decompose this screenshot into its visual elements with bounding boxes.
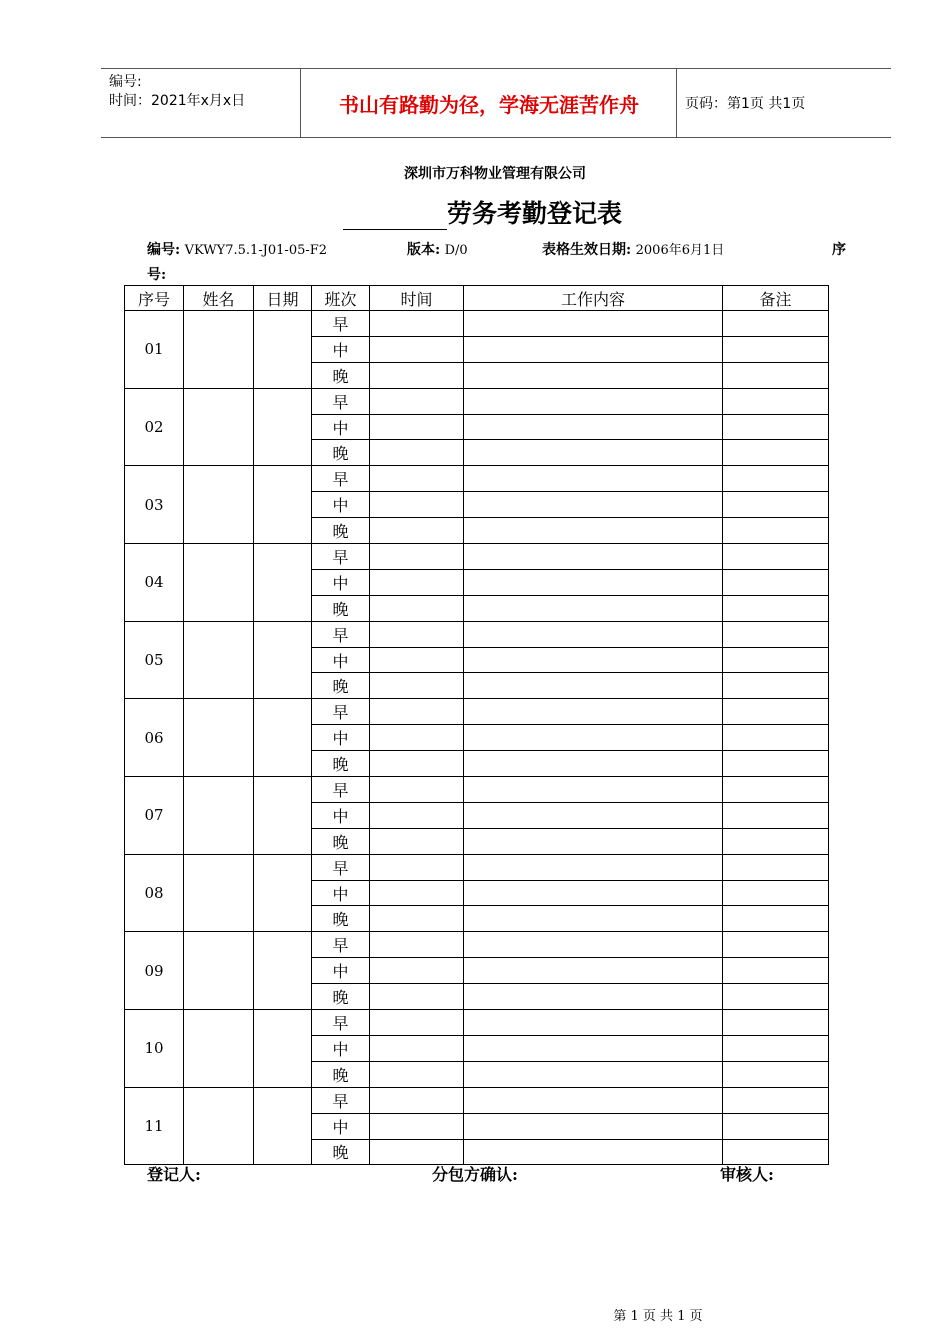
header-time-label: 时间：2021年x月x日 xyxy=(109,93,246,109)
remark-cell[interactable] xyxy=(723,440,829,466)
shift-label: 中 xyxy=(312,1035,370,1061)
name-cell[interactable] xyxy=(184,1087,254,1165)
remark-cell[interactable] xyxy=(723,595,829,621)
col-header-shift: 班次 xyxy=(312,286,370,311)
shift-label: 中 xyxy=(312,725,370,751)
time-cell[interactable] xyxy=(370,492,464,518)
remark-cell[interactable] xyxy=(723,466,829,492)
table-row xyxy=(125,932,829,958)
date-cell[interactable] xyxy=(254,699,312,777)
work-content-cell[interactable] xyxy=(464,362,723,388)
time-cell[interactable] xyxy=(370,1010,464,1036)
name-cell[interactable] xyxy=(184,932,254,1010)
shift-label: 晚 xyxy=(312,906,370,932)
date-cell[interactable] xyxy=(254,311,312,389)
table-row xyxy=(125,1087,829,1113)
time-cell[interactable] xyxy=(370,1113,464,1139)
time-cell[interactable] xyxy=(370,388,464,414)
shift-label: 早 xyxy=(312,854,370,880)
work-content-cell[interactable] xyxy=(464,932,723,958)
shift-label: 晚 xyxy=(312,828,370,854)
shift-label: 晚 xyxy=(312,673,370,699)
name-cell[interactable] xyxy=(184,544,254,622)
work-content-cell[interactable] xyxy=(464,544,723,570)
table-row xyxy=(125,777,829,803)
work-content-cell[interactable] xyxy=(464,492,723,518)
date-cell[interactable] xyxy=(254,544,312,622)
shift-label: 早 xyxy=(312,932,370,958)
time-cell[interactable] xyxy=(370,880,464,906)
company-name: 深圳市万科物业管理有限公司 xyxy=(404,166,586,182)
work-content-cell[interactable] xyxy=(464,880,723,906)
remark-cell[interactable] xyxy=(723,621,829,647)
col-header-work: 工作内容 xyxy=(464,286,723,311)
shift-label: 中 xyxy=(312,492,370,518)
remark-cell[interactable] xyxy=(723,336,829,362)
time-cell[interactable] xyxy=(370,777,464,803)
row-index: 10 xyxy=(125,1010,184,1088)
date-cell[interactable] xyxy=(254,1087,312,1165)
row-index: 08 xyxy=(125,854,184,932)
col-header-index: 序号 xyxy=(125,286,184,311)
time-cell[interactable] xyxy=(370,802,464,828)
remark-cell[interactable] xyxy=(723,1061,829,1087)
work-content-cell[interactable] xyxy=(464,906,723,932)
meta-version-label: 版本: xyxy=(407,242,441,258)
work-content-cell[interactable] xyxy=(464,518,723,544)
title-blank-line xyxy=(343,204,447,230)
time-cell[interactable] xyxy=(370,466,464,492)
meta-version xyxy=(407,239,468,259)
remark-cell[interactable] xyxy=(723,828,829,854)
work-content-cell[interactable] xyxy=(464,466,723,492)
name-cell[interactable] xyxy=(184,311,254,389)
col-header-name: 姓名 xyxy=(184,286,254,311)
row-index: 01 xyxy=(125,311,184,389)
work-content-cell[interactable] xyxy=(464,1139,723,1165)
meta-effective-label: 表格生效日期: xyxy=(542,242,632,258)
col-header-time: 时间 xyxy=(370,286,464,311)
shift-label: 晚 xyxy=(312,362,370,388)
remark-cell[interactable] xyxy=(723,1035,829,1061)
work-content-cell[interactable] xyxy=(464,1061,723,1087)
work-content-cell[interactable] xyxy=(464,725,723,751)
meta-effective xyxy=(542,239,724,259)
work-content-cell[interactable] xyxy=(464,673,723,699)
remark-cell[interactable] xyxy=(723,932,829,958)
attendance-table xyxy=(124,285,829,1165)
time-cell[interactable] xyxy=(370,440,464,466)
time-cell[interactable] xyxy=(370,725,464,751)
form-title-wrap xyxy=(343,194,622,230)
shift-label: 晚 xyxy=(312,984,370,1010)
time-cell[interactable] xyxy=(370,414,464,440)
time-cell[interactable] xyxy=(370,311,464,337)
time-cell[interactable] xyxy=(370,1061,464,1087)
table-row xyxy=(125,854,829,880)
shift-label: 早 xyxy=(312,621,370,647)
col-header-date: 日期 xyxy=(254,286,312,311)
table-row xyxy=(125,544,829,570)
shift-label: 早 xyxy=(312,777,370,803)
remark-cell[interactable] xyxy=(723,388,829,414)
header-motto: 书山有路勤为径，学海无涯苦作舟 xyxy=(302,69,677,137)
row-index: 09 xyxy=(125,932,184,1010)
remark-cell[interactable] xyxy=(723,492,829,518)
remark-cell[interactable] xyxy=(723,311,829,337)
remark-cell[interactable] xyxy=(723,802,829,828)
row-index: 02 xyxy=(125,388,184,466)
row-index: 11 xyxy=(125,1087,184,1165)
time-cell[interactable] xyxy=(370,647,464,673)
shift-label: 早 xyxy=(312,388,370,414)
header-code-label: 编号: xyxy=(109,74,142,90)
time-cell[interactable] xyxy=(370,569,464,595)
name-cell[interactable] xyxy=(184,854,254,932)
work-content-cell[interactable] xyxy=(464,984,723,1010)
remark-cell[interactable] xyxy=(723,414,829,440)
shift-label: 早 xyxy=(312,466,370,492)
date-cell[interactable] xyxy=(254,932,312,1010)
work-content-cell[interactable] xyxy=(464,751,723,777)
footer-reviewer: 审核人: xyxy=(720,1165,774,1184)
date-cell[interactable] xyxy=(254,854,312,932)
work-content-cell[interactable] xyxy=(464,621,723,647)
work-content-cell[interactable] xyxy=(464,958,723,984)
remark-cell[interactable] xyxy=(723,906,829,932)
name-cell[interactable] xyxy=(184,777,254,855)
attendance-body xyxy=(125,311,829,1165)
remark-cell[interactable] xyxy=(723,362,829,388)
page-number: 第 1 页 共 1 页 xyxy=(613,1309,703,1324)
shift-label: 中 xyxy=(312,647,370,673)
work-content-cell[interactable] xyxy=(464,1010,723,1036)
remark-cell[interactable] xyxy=(723,984,829,1010)
row-index: 03 xyxy=(125,466,184,544)
time-cell[interactable] xyxy=(370,854,464,880)
shift-label: 晚 xyxy=(312,751,370,777)
work-content-cell[interactable] xyxy=(464,1113,723,1139)
col-header-remark: 备注 xyxy=(723,286,829,311)
time-cell[interactable] xyxy=(370,336,464,362)
form-title: 劳务考勤登记表 xyxy=(447,199,623,228)
meta-seq-2 xyxy=(147,264,166,284)
shift-label: 中 xyxy=(312,414,370,440)
shift-label: 晚 xyxy=(312,1139,370,1165)
footer-subcontractor: 分包方确认: xyxy=(432,1165,518,1184)
meta-code xyxy=(147,239,327,259)
shift-label: 晚 xyxy=(312,595,370,621)
name-cell[interactable] xyxy=(184,621,254,699)
remark-cell[interactable] xyxy=(723,673,829,699)
shift-label: 晚 xyxy=(312,440,370,466)
shift-label: 早 xyxy=(312,544,370,570)
table-row xyxy=(125,388,829,414)
meta-seq-label-2: 号: xyxy=(147,267,167,283)
row-index: 07 xyxy=(125,777,184,855)
remark-cell[interactable] xyxy=(723,699,829,725)
shift-label: 早 xyxy=(312,1087,370,1113)
time-cell[interactable] xyxy=(370,958,464,984)
remark-cell[interactable] xyxy=(723,725,829,751)
shift-label: 中 xyxy=(312,336,370,362)
remark-cell[interactable] xyxy=(723,880,829,906)
shift-label: 中 xyxy=(312,880,370,906)
remark-cell[interactable] xyxy=(723,751,829,777)
remark-cell[interactable] xyxy=(723,518,829,544)
meta-seq-1 xyxy=(832,239,846,259)
time-cell[interactable] xyxy=(370,595,464,621)
shift-label: 晚 xyxy=(312,1061,370,1087)
remark-cell[interactable] xyxy=(723,647,829,673)
date-cell[interactable] xyxy=(254,621,312,699)
remark-cell[interactable] xyxy=(723,1113,829,1139)
time-cell[interactable] xyxy=(370,544,464,570)
table-row xyxy=(125,621,829,647)
time-cell[interactable] xyxy=(370,1087,464,1113)
time-cell[interactable] xyxy=(370,751,464,777)
remark-cell[interactable] xyxy=(723,569,829,595)
remark-cell[interactable] xyxy=(723,777,829,803)
work-content-cell[interactable] xyxy=(464,802,723,828)
meta-version-value: D/0 xyxy=(444,243,468,258)
row-index: 06 xyxy=(125,699,184,777)
date-cell[interactable] xyxy=(254,777,312,855)
table-row xyxy=(125,699,829,725)
time-cell[interactable] xyxy=(370,1139,464,1165)
meta-seq-label-1: 序 xyxy=(832,242,846,258)
date-cell[interactable] xyxy=(254,466,312,544)
shift-label: 早 xyxy=(312,311,370,337)
shift-label: 早 xyxy=(312,699,370,725)
shift-label: 中 xyxy=(312,1113,370,1139)
work-content-cell[interactable] xyxy=(464,1035,723,1061)
shift-label: 中 xyxy=(312,802,370,828)
work-content-cell[interactable] xyxy=(464,388,723,414)
table-header-row xyxy=(125,286,829,311)
work-content-cell[interactable] xyxy=(464,777,723,803)
shift-label: 中 xyxy=(312,958,370,984)
shift-label: 中 xyxy=(312,569,370,595)
work-content-cell[interactable] xyxy=(464,440,723,466)
meta-code-label: 编号: xyxy=(147,242,181,258)
work-content-cell[interactable] xyxy=(464,336,723,362)
header-info-cell xyxy=(101,69,301,137)
work-content-cell[interactable] xyxy=(464,699,723,725)
shift-label: 晚 xyxy=(312,518,370,544)
document-header xyxy=(101,68,891,138)
name-cell[interactable] xyxy=(184,466,254,544)
date-cell[interactable] xyxy=(254,388,312,466)
time-cell[interactable] xyxy=(370,984,464,1010)
work-content-cell[interactable] xyxy=(464,828,723,854)
time-cell[interactable] xyxy=(370,828,464,854)
meta-effective-value: 2006年6月1日 xyxy=(635,243,725,258)
remark-cell[interactable] xyxy=(723,1087,829,1113)
name-cell[interactable] xyxy=(184,1010,254,1088)
table-row xyxy=(125,311,829,337)
name-cell[interactable] xyxy=(184,699,254,777)
remark-cell[interactable] xyxy=(723,958,829,984)
remark-cell[interactable] xyxy=(723,854,829,880)
row-index: 04 xyxy=(125,544,184,622)
work-content-cell[interactable] xyxy=(464,1087,723,1113)
work-content-cell[interactable] xyxy=(464,595,723,621)
header-page-code: 页码：第1页 共1页 xyxy=(685,96,806,112)
table-row xyxy=(125,466,829,492)
time-cell[interactable] xyxy=(370,1035,464,1061)
work-content-cell[interactable] xyxy=(464,414,723,440)
remark-cell[interactable] xyxy=(723,544,829,570)
row-index: 05 xyxy=(125,621,184,699)
date-cell[interactable] xyxy=(254,1010,312,1088)
time-cell[interactable] xyxy=(370,699,464,725)
work-content-cell[interactable] xyxy=(464,647,723,673)
table-row xyxy=(125,1010,829,1036)
remark-cell[interactable] xyxy=(723,1010,829,1036)
name-cell[interactable] xyxy=(184,388,254,466)
work-content-cell[interactable] xyxy=(464,311,723,337)
meta-code-value: VKWY7.5.1-J01-05-F2 xyxy=(184,243,328,258)
time-cell[interactable] xyxy=(370,932,464,958)
shift-label: 早 xyxy=(312,1010,370,1036)
time-cell[interactable] xyxy=(370,906,464,932)
work-content-cell[interactable] xyxy=(464,854,723,880)
time-cell[interactable] xyxy=(370,518,464,544)
work-content-cell[interactable] xyxy=(464,569,723,595)
footer-registrar: 登记人: xyxy=(147,1165,201,1184)
remark-cell[interactable] xyxy=(723,1139,829,1165)
time-cell[interactable] xyxy=(370,362,464,388)
time-cell[interactable] xyxy=(370,673,464,699)
time-cell[interactable] xyxy=(370,621,464,647)
